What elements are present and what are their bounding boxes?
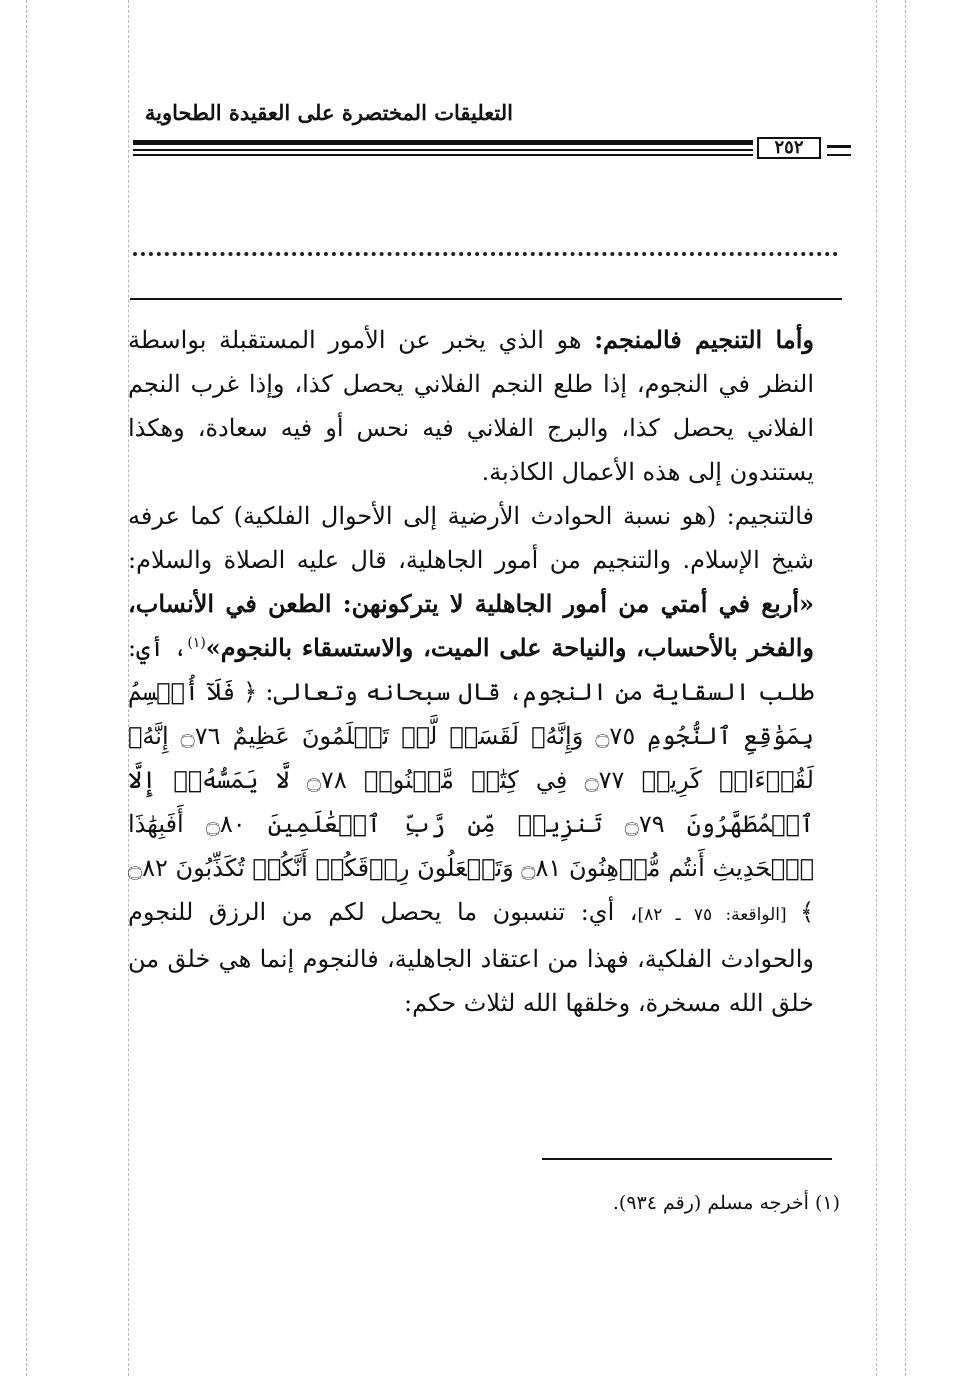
header-rule (133, 137, 833, 161)
header-rule-thick (133, 140, 753, 145)
footnote-1: (١) أخرجه مسلم (رقم ٩٣٤). (612, 1192, 840, 1214)
main-text (128, 318, 842, 1025)
header-rule-thin (133, 149, 753, 151)
paragraph-2-intro: فالتنجيم: (هو نسبة الحوادث الأرضية إلى الأحوال الفلكية) كما عرفه شيخ الإسلام. والتنجيم من أمور الجاهلية، قال عليه الصلاة والسلام: (128, 502, 814, 574)
page-edge-line (905, 0, 906, 1376)
continuation-dots (133, 252, 838, 256)
footnote-separator (542, 1158, 832, 1160)
paragraph-1-lead: وأما التنجيم فالمنجم: (594, 325, 814, 354)
page-number: ٢٥٢ (757, 137, 821, 159)
page-edge-line (26, 0, 27, 1376)
paragraph-2-conclusion: ، أي: تنسبون ما يحصل لكم من الرزق للنجوم والحوادث الفلكية، فهذا من اعتقاد الجاهلية، فالنجوم إنما هي خلق من خلق الله مسخرة، وخلقها الله لثلاث حكم: (128, 898, 814, 1017)
paragraph-1 (128, 318, 842, 494)
running-header-title: التعليقات المختصرة على العقيدة الطحاوية (144, 100, 513, 125)
paragraph-2 (128, 494, 842, 1025)
paragraph-2-gloss: ، أي: طلب السقاية من النجوم، قال سبحانه وتعالى: (128, 634, 815, 706)
section-rule (130, 298, 842, 300)
page-margin-line (876, 0, 877, 1376)
verse-reference: [الواقعة: ٧٥ ـ ٨٢] (637, 905, 800, 925)
hadith-quote: «أربع في أمتي من أمور الجاهلية لا يتركونهن: الطعن في الأنساب، والفخر بالأحساب، والنياحة على الميت، والاستسقاء بالنجوم» (128, 589, 815, 662)
footnote-marker: (١) (187, 635, 206, 651)
header-rule-thin (133, 154, 753, 156)
header-rule-tail (827, 145, 851, 156)
quran-verse: ﴿ فَلَآ أُقۡسِمُ بِمَوَٰقِعِ ٱلنُّجُومِ ۝٧٥ وَإِنَّهُۥ لَقَسَمٞ لَّوۡ تَعۡلَمُونَ عَظِيمٌ ۝٧٦ إِنَّهُۥ لَقُرۡءَانٞ كَرِيمٞ ۝٧٧ فِي كِتَٰبٖ مَّكۡنُونٖ ۝٧٨ لَّا يَمَسُّهُۥٓ إِلَّا ٱلۡمُطَهَّرُونَ ۝٧٩ تَنزِيلٞ مِّن رَّبِّ ٱلۡعَٰلَمِينَ ۝٨٠ أَفَبِهَٰذَا ٱلۡحَدِيثِ أَنتُم مُّدۡهِنُونَ ۝٨١ وَتَجۡعَلُونَ رِزۡقَكُمۡ أَنَّكُمۡ تُكَذِّبُونَ ۝٨٢ ﴾ (128, 678, 814, 926)
paragraph-1-text: هو الذي يخبر عن الأمور المستقبلة بواسطة النظر في النجوم، إذا طلع النجم الفلاني يحصل كذا، وإذا غرب النجم الفلاني يحصل كذا، والبرج الفلاني فيه نحس أو فيه سعادة، وهكذا يستندون إلى هذه الأعمال الكاذبة. (128, 326, 814, 486)
